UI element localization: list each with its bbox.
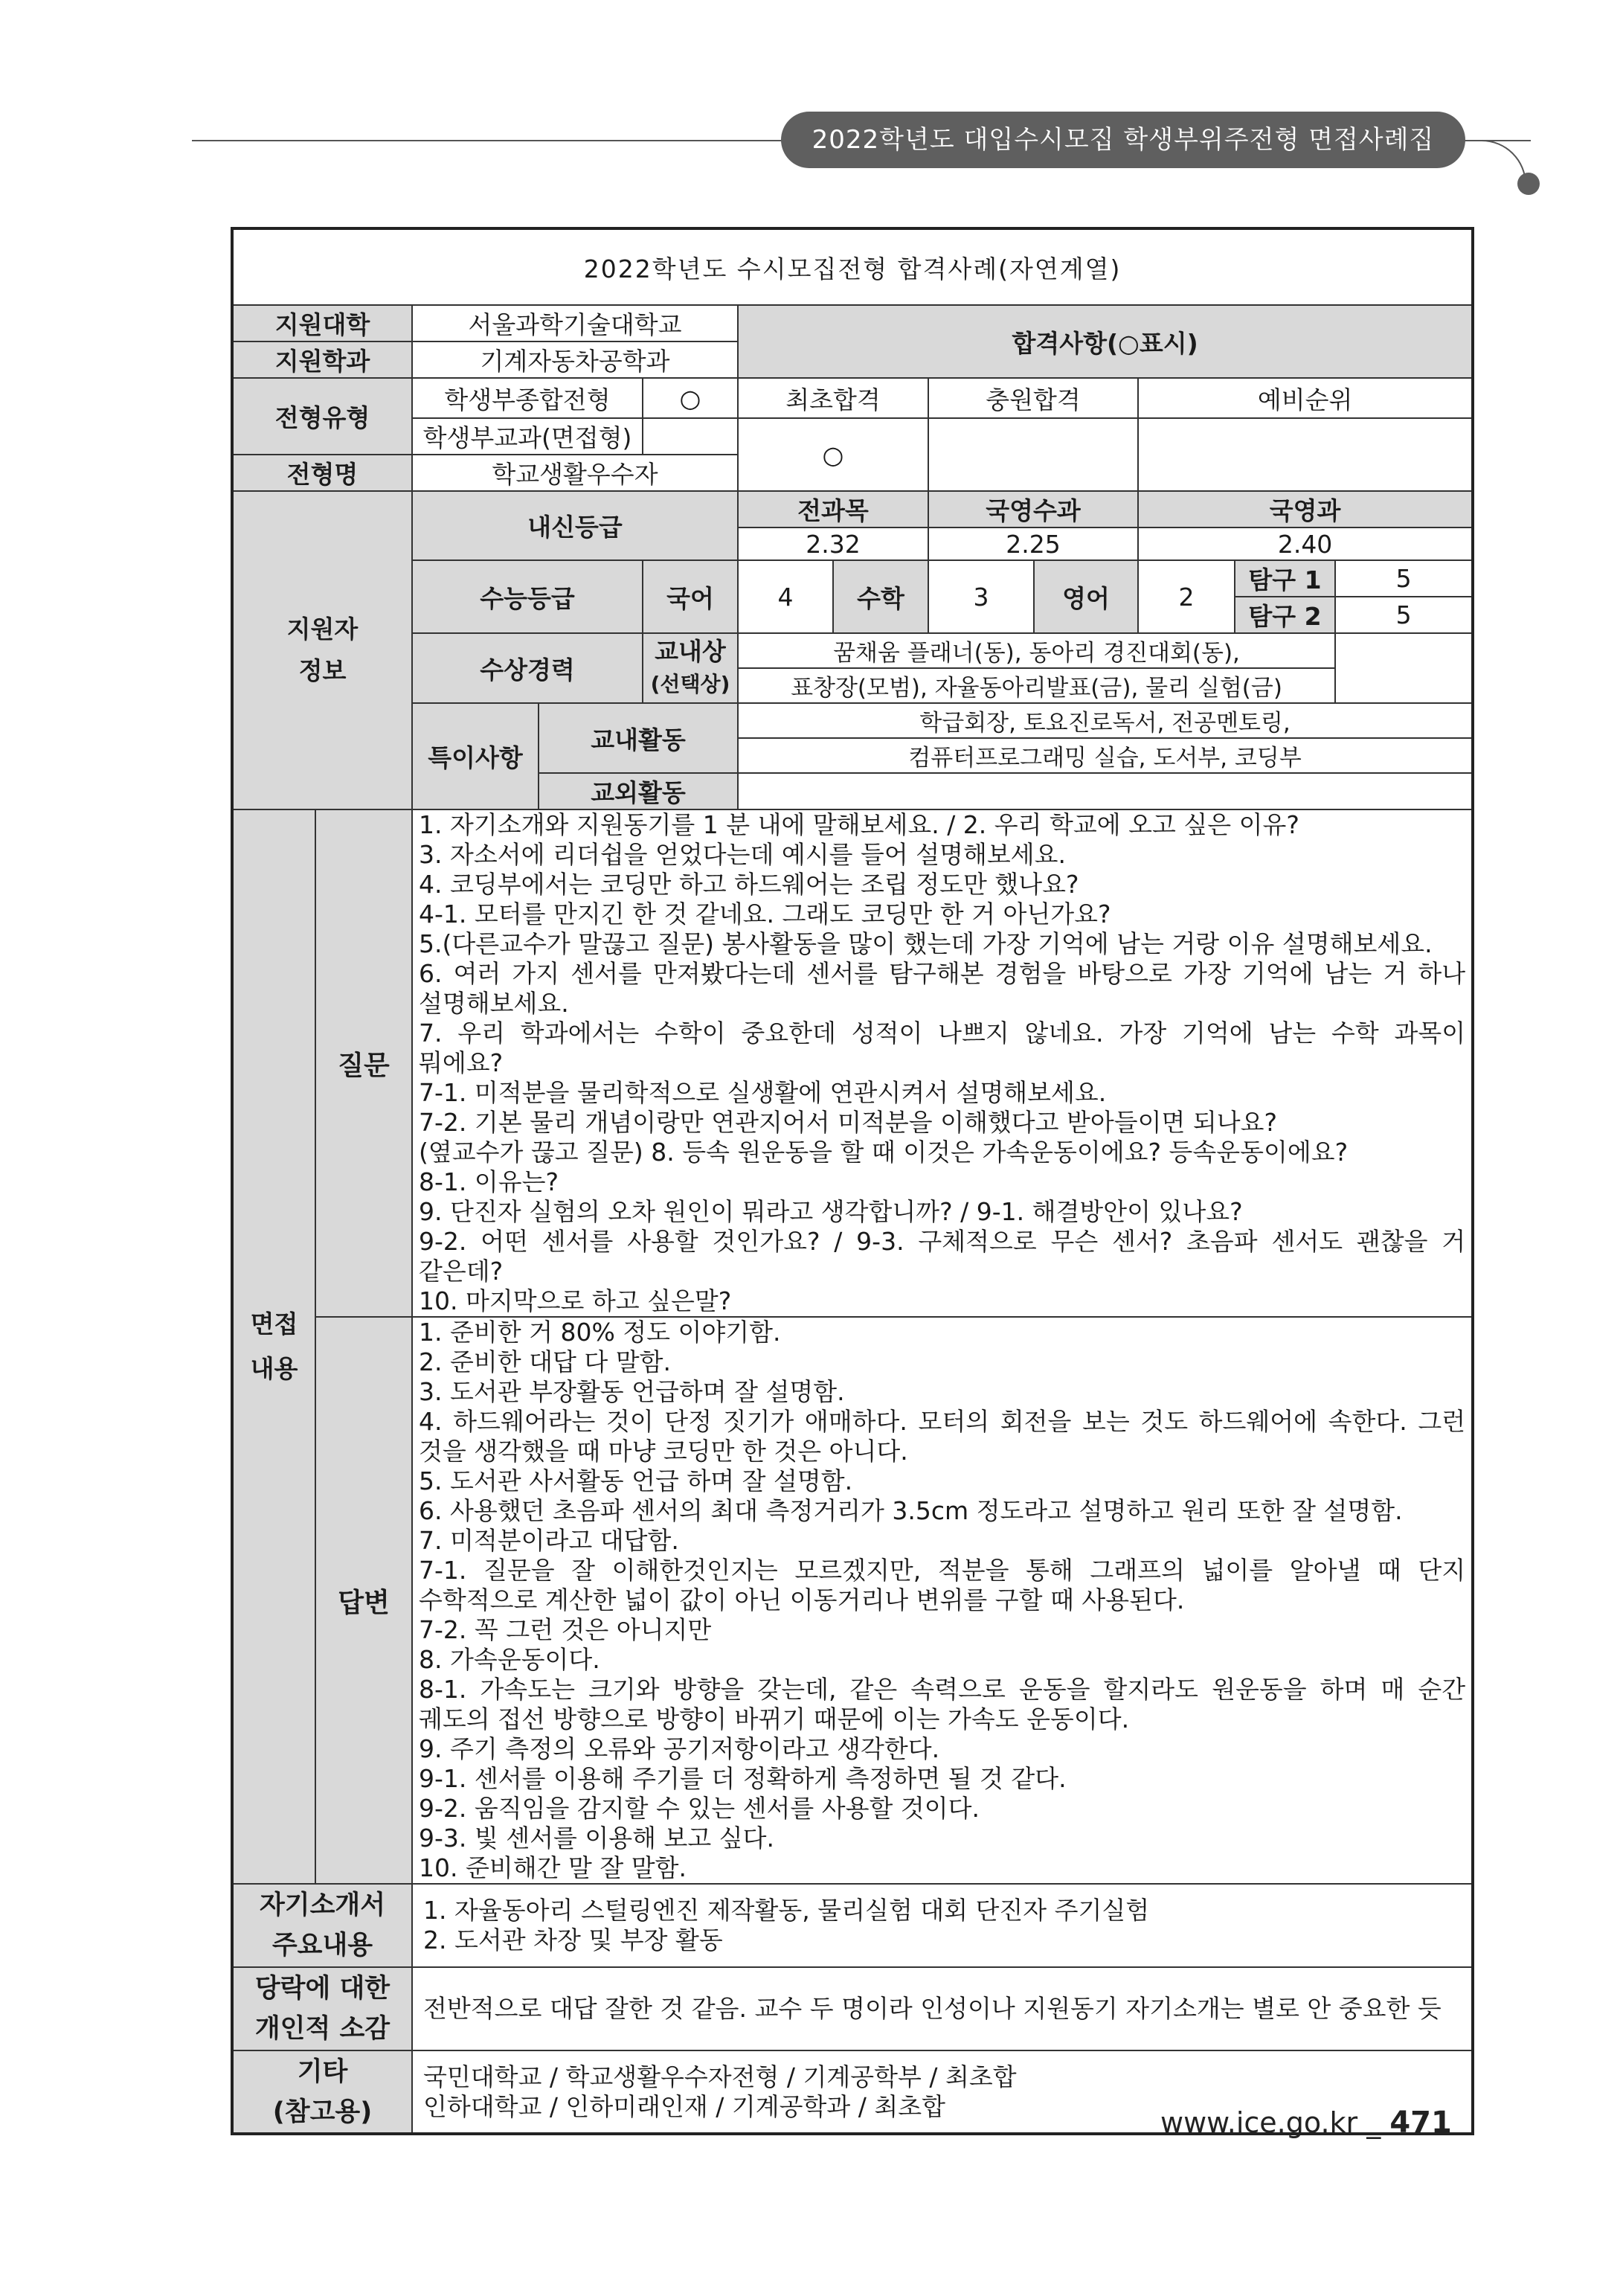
in-school-line-1: 학급회장, 토요진로독서, 전공멘토링,: [738, 703, 1473, 738]
type-option-2-mark: [643, 418, 738, 455]
kem-sci-value: 2.25: [928, 527, 1138, 560]
opinion-text: 전반적으로 대답 잘한 것 같음. 교수 두 명이라 인성이나 지원동기 자기소개는 별로 안 중요한 듯: [412, 1967, 1473, 2050]
ke-value: 2.40: [1138, 527, 1473, 560]
intro-line: 2. 도서관 차장 및 부장 활동: [423, 1925, 723, 1955]
page-title: 2022학년도 수시모집전형 합격사례(자연계열): [232, 228, 1473, 305]
questions-label: 질문: [315, 809, 412, 1317]
etc-label: [232, 2050, 412, 2134]
question-item: 7. 우리 학과에서는 수학이 중요한데 성적이 나쁘지 않네요. 가장 기억에 남는 수학 과목이 뭐에요?: [419, 1019, 1466, 1077]
question-item: 7-2. 기본 물리 개념이랑만 연관지어서 미적분을 이해했다고 받아들이면 되나요?: [419, 1108, 1278, 1137]
answer-item: 10. 준비해간 말 잘 말함.: [419, 1853, 687, 1882]
intro-label-2: 주요내용: [271, 1931, 373, 1960]
question-item: 9-2. 어떤 센서를 사용할 것인가요? / 9-3. 구체적으로 무슨 센서? 초음파 센서도 괜찮을 거 같은데?: [419, 1227, 1466, 1286]
answer-item: 9. 주기 측정의 오류와 공기저항이라고 생각한다.: [419, 1734, 940, 1763]
result-first-label: 최초합격: [738, 378, 928, 418]
question-item: 9. 단진자 실험의 오차 원인이 뭐라고 생각합니까? / 9-1. 해결방안이 있나요?: [419, 1197, 1243, 1226]
csat-label: 수능등급: [412, 560, 643, 633]
awards-sub-label: [643, 633, 738, 703]
intro-label-1: 자기소개서: [259, 1891, 386, 1920]
answer-item: 7. 미적분이라고 대답함.: [419, 1526, 679, 1555]
answer-item: 2. 준비한 대답 다 말함.: [419, 1347, 671, 1376]
all-subjects-value: 2.32: [738, 527, 928, 560]
interview-label: [232, 809, 315, 1884]
admission-name-label: 전형명: [232, 455, 412, 491]
questions-list: [412, 809, 1473, 1317]
opinion-label-2: 개인적 소감: [254, 2014, 391, 2044]
answers-list: [412, 1317, 1473, 1884]
type-option-2: 학생부교과(면접형): [412, 418, 643, 455]
type-label: 전형유형: [232, 378, 412, 455]
awards-label: 수상경력: [412, 633, 643, 703]
question-item: 6. 여러 가지 센서를 만져봤다는데 센서를 탐구해본 경험을 바탕으로 가장 기억에 남는 거 하나 설명해보세요.: [419, 959, 1466, 1018]
question-item: 4. 코딩부에서는 코딩만 하고 하드웨어는 조립 정도만 했나요?: [419, 870, 1079, 899]
answer-item: 1. 준비한 거 80% 정도 이야기함.: [419, 1318, 781, 1347]
result-waiting-mark: [1138, 418, 1473, 491]
university-label: 지원대학: [232, 305, 412, 341]
answer-item: 7-1. 질문을 잘 이해한것인지는 모르겠지만, 적분을 통해 그래프의 넓이를 알아낼 때 단지 수학적으로 계산한 넓이 값이 아닌 이동거리나 변위를 구할 때 사용된다.: [419, 1556, 1466, 1614]
interview-label-1: 면접: [250, 1309, 298, 1338]
answer-item: 7-2. 꼭 그런 것은 아니지만: [419, 1615, 712, 1644]
inquiry-2-value: 5: [1335, 597, 1473, 633]
page-footer: [1160, 2106, 1452, 2140]
admission-case-table: [231, 227, 1474, 2135]
etc-label-2: (참고용): [272, 2097, 373, 2127]
opinion-label: [232, 1967, 412, 2050]
awards-line-1: 꿈채움 플래너(동), 동아리 경진대회(동),: [738, 633, 1335, 668]
applicant-info-label: [232, 491, 412, 809]
header-dot: [1517, 173, 1540, 195]
question-item: 1. 자기소개와 지원동기를 1 분 내에 말해보세요. / 2. 우리 학교에 오고 싶은 이유?: [419, 810, 1299, 839]
opinion-label-1: 당락에 대한: [254, 1974, 391, 2004]
etc-line: 국민대학교 / 학교생활우수자전형 / 기계공학부 / 최초합: [423, 2062, 1017, 2091]
interview-label-2: 내용: [250, 1354, 298, 1383]
in-school-line-2: 컴퓨터프로그래밍 실습, 도서부, 코딩부: [738, 738, 1473, 773]
result-first-mark: ○: [738, 418, 928, 491]
math-value: 3: [928, 560, 1034, 633]
awards-sub-label-1: 교내상: [655, 637, 726, 666]
ke-label: 국영과: [1138, 491, 1473, 527]
footer-site: www.ice.go.kr _: [1160, 2106, 1381, 2139]
english-label: 영어: [1034, 560, 1138, 633]
awards-sub-label-2: (선택상): [650, 672, 730, 696]
special-label: 특이사항: [412, 703, 539, 809]
in-school-label: 교내활동: [539, 703, 738, 773]
result-waiting-label: 예비순위: [1138, 378, 1473, 418]
korean-label: 국어: [643, 560, 738, 633]
awards-line-2: 표창장(모범), 자율동아리발표(금), 물리 실험(금): [738, 668, 1335, 703]
intro-label: [232, 1884, 412, 1967]
answer-item: 6. 사용했던 초음파 센서의 최대 측정거리가 3.5cm 정도라고 설명하고 원리 또한 잘 설명함.: [419, 1496, 1403, 1525]
english-value: 2: [1138, 560, 1235, 633]
kem-sci-label: 국영수과: [928, 491, 1138, 527]
page-number: 471: [1389, 2106, 1452, 2140]
grade-label: 내신등급: [412, 491, 738, 560]
applicant-info-label-2: 정보: [298, 656, 347, 685]
answer-item: 3. 도서관 부장활동 언급하며 잘 설명함.: [419, 1377, 845, 1406]
question-item: (옆교수가 끊고 질문) 8. 등속 원운동을 할 때 이것은 가속운동이에요? 등속운동이에요?: [419, 1138, 1349, 1167]
out-school-value: [738, 773, 1473, 809]
question-item: 8-1. 이유는?: [419, 1167, 559, 1196]
intro-content: [412, 1884, 1473, 1967]
result-header: 합격사항(○표시): [738, 305, 1473, 378]
question-item: 7-1. 미적분을 물리학적으로 실생활에 연관시켜서 설명해보세요.: [419, 1078, 1107, 1107]
admission-name-value: 학교생활우수자: [412, 455, 738, 491]
type-option-1: 학생부종합전형: [412, 378, 643, 418]
all-subjects-label: 전과목: [738, 491, 928, 527]
answer-item: 5. 도서관 사서활동 언급 하며 잘 설명함.: [419, 1466, 853, 1495]
question-item: 5.(다른교수가 말끊고 질문) 봉사활동을 많이 했는데 가장 기억에 남는 거랑 이유 설명해보세요.: [419, 929, 1433, 958]
question-item: 4-1. 모터를 만지긴 한 것 같네요. 그래도 코딩만 한 거 아닌가요?: [419, 900, 1111, 929]
header-curve: [1458, 140, 1526, 186]
department-label: 지원학과: [232, 341, 412, 378]
answers-label: 답변: [315, 1317, 412, 1884]
answer-item: 8. 가속운동이다.: [419, 1645, 600, 1674]
answer-item: 9-2. 움직임을 감지할 수 있는 센서를 사용할 것이다.: [419, 1794, 980, 1823]
applicant-info-label-1: 지원자: [286, 615, 359, 644]
header-tab-title: 2022학년도 대입수시모집 학생부위주전형 면접사례집: [781, 112, 1465, 168]
result-additional-label: 충원합격: [928, 378, 1138, 418]
answer-item: 9-1. 센서를 이용해 주기를 더 정확하게 측정하면 될 것 같다.: [419, 1764, 1067, 1793]
inquiry-1-value: 5: [1335, 560, 1473, 597]
university-value: 서울과학기술대학교: [412, 305, 738, 341]
out-school-label: 교외활동: [539, 773, 738, 809]
answer-item: 4. 하드웨어라는 것이 단정 짓기가 애매하다. 모터의 회전을 보는 것도 하드웨어에 속한다. 그런 것을 생각했을 때 마냥 코딩만 한 것은 아니다.: [419, 1407, 1466, 1466]
question-item: 10. 마지막으로 하고 싶은말?: [419, 1286, 732, 1315]
math-label: 수학: [833, 560, 928, 633]
type-option-1-mark: ○: [643, 378, 738, 418]
etc-label-1: 기타: [297, 2056, 348, 2087]
intro-line: 1. 자율동아리 스털링엔진 제작활동, 물리실험 대회 단진자 주기실험: [423, 1896, 1150, 1925]
inquiry-1-label: 탐구 1: [1235, 560, 1335, 597]
korean-value: 4: [738, 560, 833, 633]
inquiry-2-label: 탐구 2: [1235, 597, 1335, 633]
result-additional-mark: [928, 418, 1138, 491]
answer-item: 9-3. 빛 센서를 이용해 보고 싶다.: [419, 1824, 774, 1853]
department-value: 기계자동차공학과: [412, 341, 738, 378]
question-item: 3. 자소서에 리더쉽을 얻었다는데 예시를 들어 설명해보세요.: [419, 840, 1066, 869]
etc-line: 인하대학교 / 인하미래인재 / 기계공학과 / 최초합: [423, 2091, 945, 2121]
answer-item: 8-1. 가속도는 크기와 방향을 갖는데, 같은 속력으로 운동을 할지라도 원운동을 하며 매 순간 궤도의 접선 방향으로 방향이 바뀌기 때문에 이는 가속도 운동이다.: [419, 1675, 1466, 1734]
